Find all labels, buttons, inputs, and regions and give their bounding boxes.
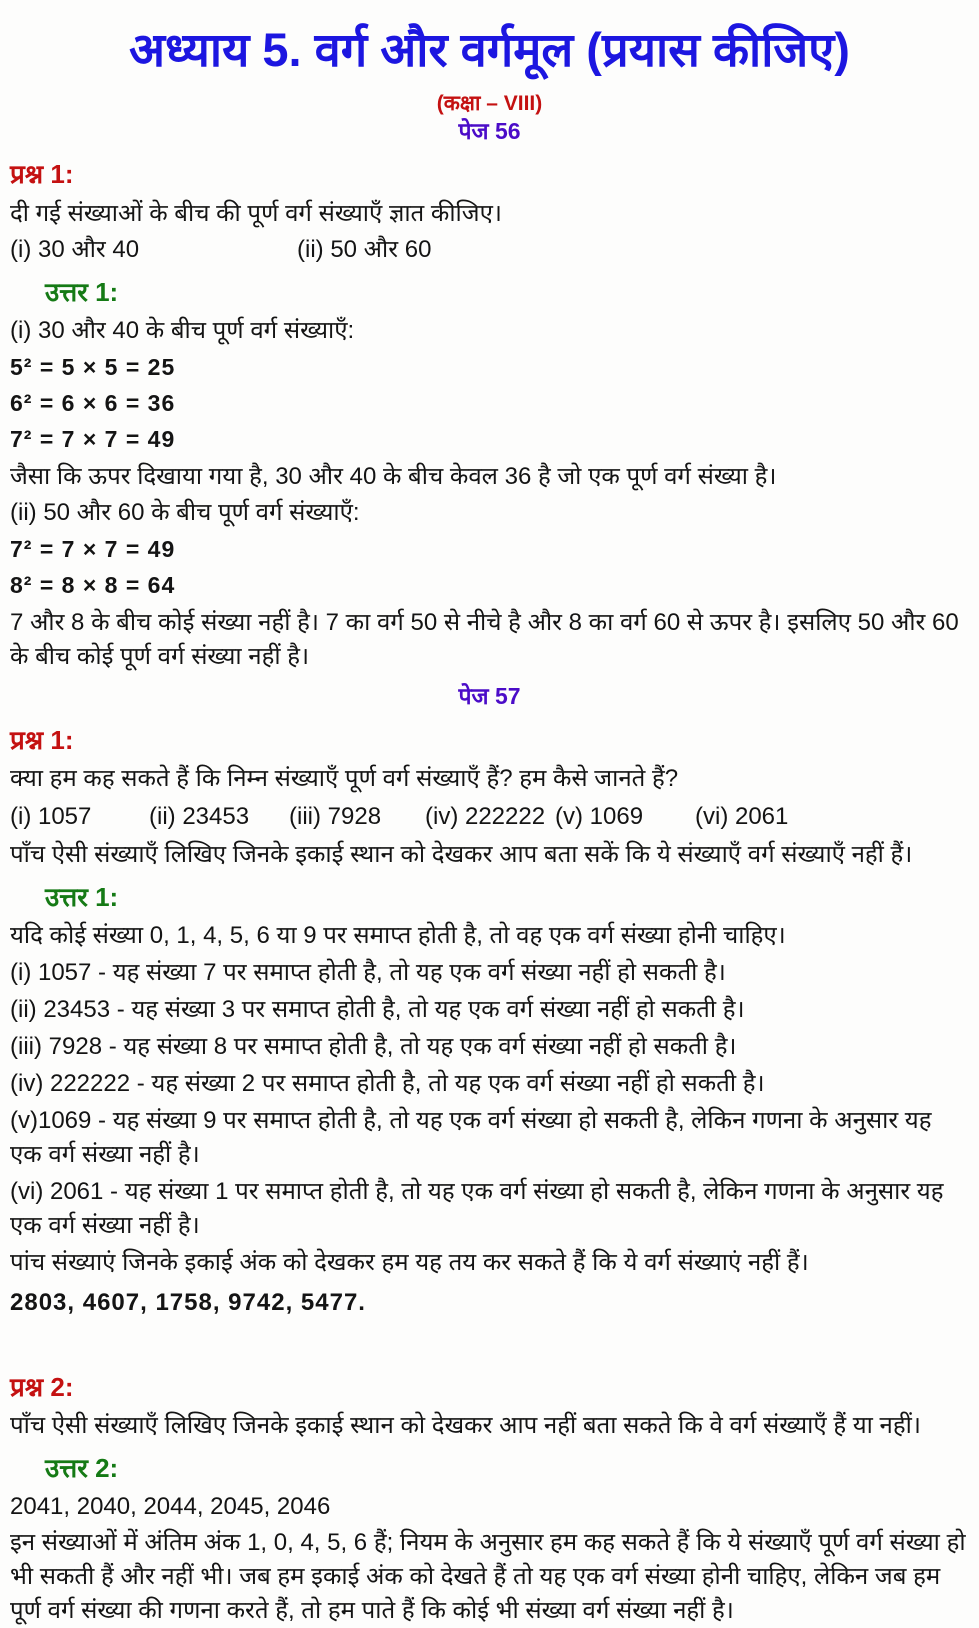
section-gap [10,1322,969,1358]
question-1-numbers-row [10,800,969,834]
answer-item-iii: (iii) 7928 - यह संख्या 8 पर समाप्त होती है, तो यह एक वर्ग संख्या नहीं हो सकती है। [10,1032,737,1060]
question-2-heading: प्रश्न 2: [10,1371,74,1402]
five-numbers-list: 2803, 4607, 1758, 9742, 5477. [10,1288,366,1316]
answer-rule: यदि कोई संख्या 0, 1, 4, 5, 6 या 9 पर समाप्त होती है, तो वह एक वर्ग संख्या होनी चाहिए। [10,921,786,949]
option-ii: (ii) 50 और 60 [297,235,432,263]
answer-part-ii-conclusion: 7 और 8 के बीच कोई संख्या नहीं है। 7 का वर्ग 50 से नीचे है और 8 का वर्ग 60 से ऊपर है। इसलिए 50 और 60 के बीच कोई पूर्ण वर्ग संख्या नहीं है। [10,608,959,670]
answer-item-ii: (ii) 23453 - यह संख्या 3 पर समाप्त होती है, तो यह एक वर्ग संख्या नहीं हो सकती है। [10,995,745,1023]
answer-2-numbers: 2041, 2040, 2044, 2045, 2046 [10,1493,331,1521]
number-item: (iv) 222222 [425,802,546,830]
question-1-options-p56 [10,233,969,267]
answer-item-i: (i) 1057 - यह संख्या 7 पर समाप्त होती है, तो यह एक वर्ग संख्या नहीं हो सकती है। [10,958,726,986]
number-item: (i) 1057 [10,802,92,830]
option-i: (i) 30 और 40 [10,235,140,263]
equation-line: 8² = 8 × 8 = 64 [10,571,176,598]
page-label-56: पेज 56 [458,117,521,144]
equation-line: 7² = 7 × 7 = 49 [10,425,176,452]
answer-part-i-conclusion: जैसा कि ऊपर दिखाया गया है, 30 और 40 के बीच केवल 36 है जो एक पूर्ण वर्ग संख्या है। [10,462,777,490]
answer-2-explanation: इन संख्याओं में अंतिम अंक 1, 0, 4, 5, 6 हैं; नियम के अनुसार हम कह सकते हैं कि ये संख्याएँ पूर्ण वर्ग संख्या हो भी सकती हैं और नहीं भी। जब हम इकाई अंक को देखते हैं तो यह एक वर्ग संख्या होनी चाहिए, लेकिन जब हम पूर्ण वर्ग संख्या की गणना करते हैं, तो हम पाते हैं कि कोई भी संख्या वर्ग संख्या नहीं है। [10,1529,966,1625]
equation-line: 6² = 6 × 6 = 36 [10,389,176,416]
question-2-intro: पाँच ऐसी संख्याएँ लिखिए जिनके इकाई स्थान को देखकर आप नहीं बता सकते कि वे वर्ग संख्याएँ हैं या नहीं। [10,1412,921,1440]
number-item: (ii) 23453 [149,802,250,830]
number-item: (iii) 7928 [289,802,382,830]
answer-2-heading: उत्तर 2: [45,1453,119,1484]
equation-line: 7² = 7 × 7 = 49 [10,535,176,562]
question-1-heading-p56: प्रश्न 1: [10,159,74,190]
answer-item-iv: (iv) 222222 - यह संख्या 2 पर समाप्त होती है, तो यह एक वर्ग संख्या नहीं हो सकती है। [10,1069,765,1097]
answer-part-i-label: (i) 30 और 40 के बीच पूर्ण वर्ग संख्याएँ: [10,316,355,344]
page-label-57: पेज 57 [458,682,521,709]
number-item: (vi) 2061 [695,802,789,830]
answer-1-items [10,919,969,1243]
question-1-intro-p57: क्या हम कह सकते हैं कि निम्न संख्याएँ पूर्ण वर्ग संख्याएँ हैं? हम कैसे जानते हैं? [10,764,679,792]
question-1-followup: पाँच ऐसी संख्याएँ लिखिए जिनके इकाई स्थान को देखकर आप बता सकें कि ये संख्याएँ वर्ग संख्याएँ नहीं हैं। [10,840,913,868]
question-1-intro-p56: दी गई संख्याओं के बीच की पूर्ण वर्ग संख्याएँ ज्ञात कीजिए। [10,199,502,227]
answer-item-vi: (vi) 2061 - यह संख्या 1 पर समाप्त होती है, तो यह एक वर्ग संख्या हो सकती है, लेकिन गणना के अनुसार यह एक वर्ग संख्या नहीं है। [10,1177,944,1239]
answer-1-heading-p57: उत्तर 1: [45,881,119,912]
class-label: (कक्षा – VIII) [436,92,543,116]
equation-line: 5² = 5 × 5 = 25 [10,353,176,380]
answer-item-v: (v)1069 - यह संख्या 9 पर समाप्त होती है, तो यह एक वर्ग संख्या हो सकती है, लेकिन गणना के अनुसार यह एक वर्ग संख्या नहीं है। [10,1106,932,1168]
page-title: अध्याय 5. वर्ग और वर्गमूल (प्रयास कीजिए) [129,23,850,76]
number-item: (v) 1069 [555,802,644,830]
five-numbers-note: पांच संख्याएं जिनके इकाई अंक को देखकर हम यह तय कर सकते हैं कि ये वर्ग संख्याएं नहीं हैं। [10,1248,809,1276]
question-1-heading-p57: प्रश्न 1: [10,724,74,755]
answer-1-heading-p56: उत्तर 1: [45,276,119,307]
answer-part-ii-label: (ii) 50 और 60 के बीच पूर्ण वर्ग संख्याएँ: [10,498,360,526]
